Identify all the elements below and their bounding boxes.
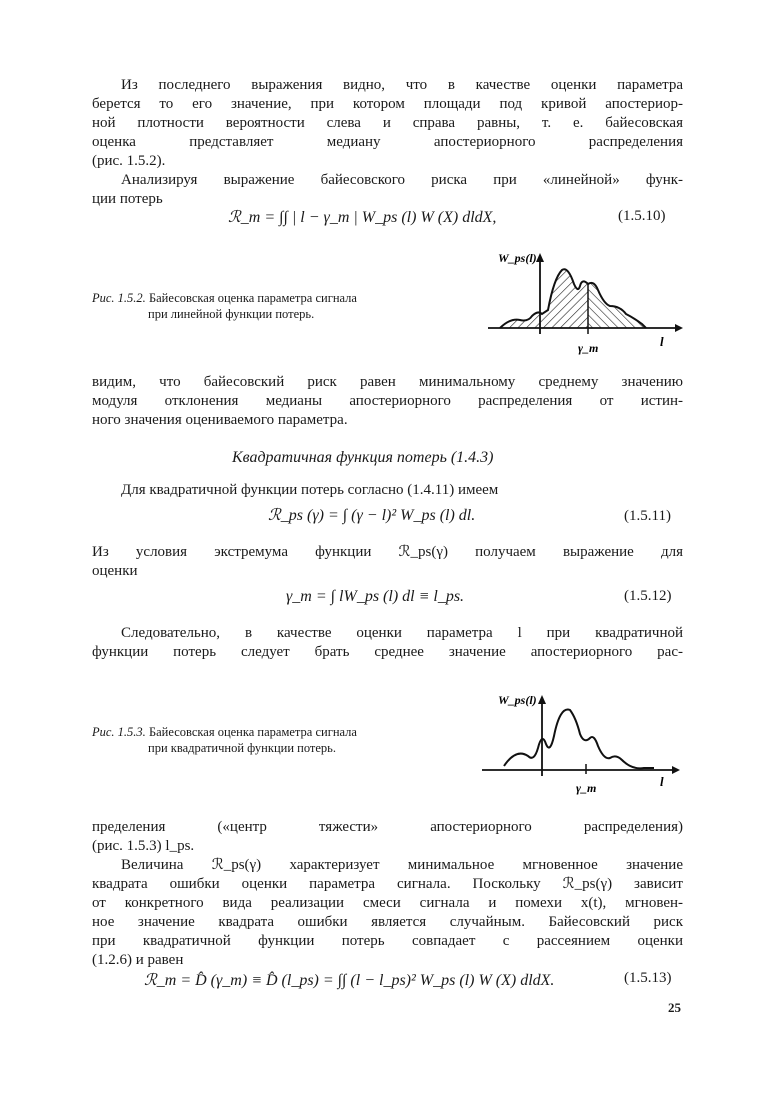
figure-1-5-2-graph bbox=[470, 248, 690, 360]
figure-1-5-3-caption bbox=[92, 724, 462, 756]
para7-line2: (рис. 1.5.3) l_ps. bbox=[92, 838, 195, 854]
para8-line1: Величина ℛ_ps(γ) характеризует минимальное мгновенное значение bbox=[121, 857, 683, 873]
x-axis-arrow bbox=[672, 766, 680, 774]
para3-line1: видим, что байесовский риск равен минимальному среднему значению bbox=[92, 374, 683, 390]
axis-y-label: W_ps(l) bbox=[498, 693, 537, 707]
equation-1-5-10: ℛ_m = ∫∫ | l − γ_m | W_ps (l) W (X) dldX, bbox=[228, 209, 497, 226]
figure-label: Рис. 1.5.3. bbox=[92, 725, 146, 739]
para8-line6: (1.2.6) и равен bbox=[92, 952, 184, 968]
density-curve bbox=[504, 710, 654, 769]
figure-label: Рис. 1.5.2. bbox=[92, 291, 146, 305]
gamma-marker-label: γ_m bbox=[576, 781, 597, 795]
y-axis-arrow bbox=[538, 695, 546, 704]
equation-number: (1.5.13) bbox=[624, 970, 672, 986]
figure-1-5-3-graph bbox=[476, 688, 688, 800]
para1-line3: ной плотности вероятности слева и справа равны, т. е. байесовская bbox=[92, 115, 683, 131]
caption-text: Байесовская оценка параметра сигнала bbox=[148, 725, 357, 739]
axis-y-label: W_ps(l) bbox=[498, 251, 537, 265]
equation-number: (1.5.12) bbox=[624, 588, 672, 604]
para1-line2: берется то его значение, при котором площади под кривой апостериор- bbox=[92, 96, 683, 112]
section-heading: Квадратичная функция потерь (1.4.3) bbox=[232, 449, 494, 466]
para5-line2: оценки bbox=[92, 563, 138, 579]
equation-number: (1.5.10) bbox=[618, 208, 666, 224]
para4: Для квадратичной функции потерь согласно (1.4.11) имеем bbox=[121, 482, 499, 498]
equation-1-5-12: γ_m = ∫ lW_ps (l) dl ≡ l_ps. bbox=[286, 588, 465, 605]
caption-text-line2: при линейной функции потерь. bbox=[148, 307, 315, 321]
para6-line1: Следовательно, в качестве оценки параметра l при квадратичной bbox=[121, 625, 683, 641]
equation-1-5-13: ℛ_m = D̂ (γ_m) ≡ D̂ (l_ps) = ∫∫ (l − l_ps)² W_ps (l) W (X) dldX. bbox=[144, 972, 555, 989]
para2-line1: Анализируя выражение байесовского риска при «линейной» функ- bbox=[121, 172, 683, 188]
caption-text: Байесовская оценка параметра сигнала bbox=[148, 291, 357, 305]
equation-number: (1.5.11) bbox=[624, 508, 671, 524]
para1-line5: (рис. 1.5.2). bbox=[92, 153, 166, 169]
axis-x-label: l bbox=[660, 774, 664, 789]
x-axis-arrow bbox=[675, 324, 683, 332]
para2-line2: ции потерь bbox=[92, 191, 163, 207]
y-axis-arrow bbox=[536, 253, 544, 262]
axis-x-label: l bbox=[660, 334, 664, 349]
left-area-hatch-2 bbox=[548, 269, 588, 328]
para8-line4: ное значение квадрата ошибки является случайным. Байесовский риск bbox=[92, 914, 683, 930]
gamma-marker-label: γ_m bbox=[578, 341, 599, 355]
para7-line1: пределения («центр тяжести» апостериорного распределения) bbox=[92, 819, 683, 835]
para6-line2: функции потерь следует брать среднее значение апостериорного рас- bbox=[92, 644, 683, 660]
page-number: 25 bbox=[668, 1000, 681, 1015]
figure-1-5-2-caption bbox=[92, 290, 432, 322]
para1-line4: оценка представляет медиану апостериорного распределения bbox=[92, 134, 683, 150]
para5-line1: Из условия экстремума функции ℛ_ps(γ) получаем выражение для bbox=[92, 544, 683, 560]
para1-line1: Из последнего выражения видно, что в качестве оценки параметра bbox=[121, 77, 683, 93]
para8-line3: от конкретного вида реализации смеси сигнала и помехи x(t), мгновен- bbox=[92, 895, 683, 911]
para8-line5: при квадратичной функции потерь совпадает с рассеянием оценки bbox=[92, 933, 683, 949]
para3-line2: модуля отклонения медианы апостериорного распределения от истин- bbox=[92, 393, 683, 409]
caption-text-line2: при квадратичной функции потерь. bbox=[148, 741, 336, 755]
para3-line3: ного значения оцениваемого параметра. bbox=[92, 412, 348, 428]
equation-1-5-11: ℛ_ps (γ) = ∫ (γ − l)² W_ps (l) dl. bbox=[268, 507, 476, 524]
para8-line2: квадрата ошибки оценки параметра сигнала. Поскольку ℛ_ps(γ) зависит bbox=[92, 876, 683, 892]
